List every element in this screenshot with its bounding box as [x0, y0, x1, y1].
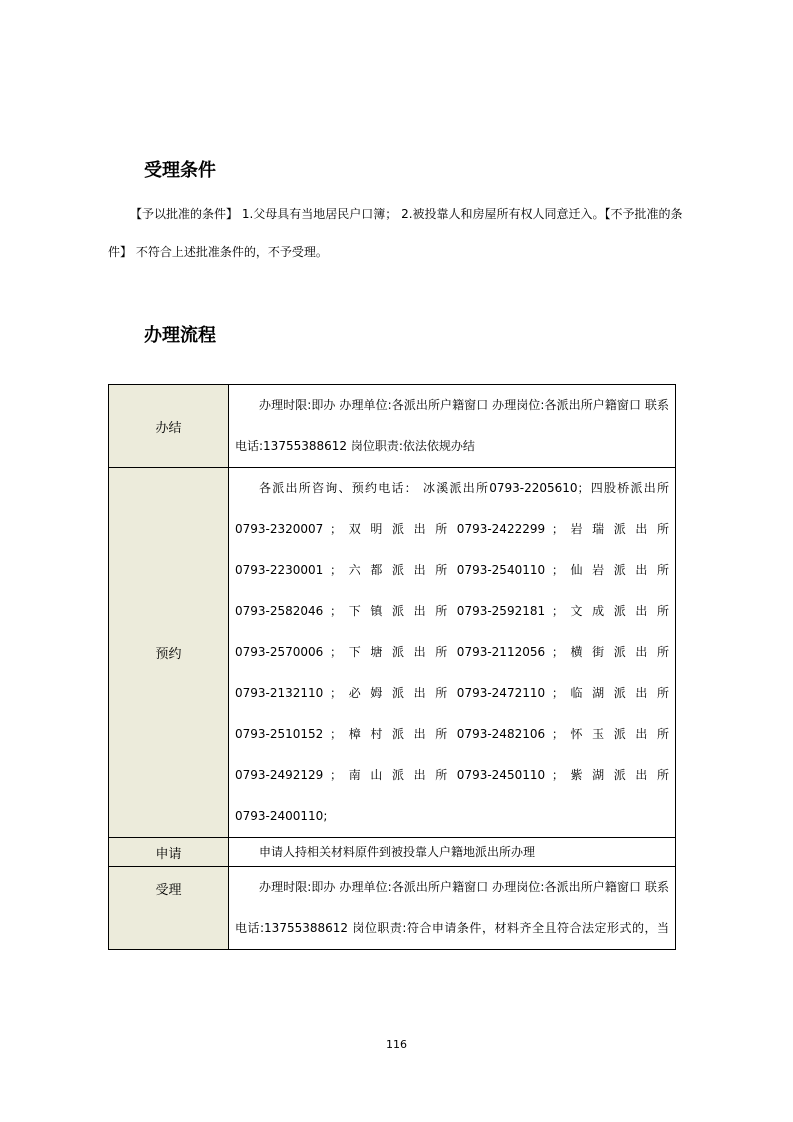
- content-line: 各派出所咨询、预约电话： 冰溪派出所0793-2205610；四股桥派出所: [259, 481, 669, 495]
- content-line: 0793-2400110;: [235, 809, 328, 823]
- content-line: 电话:13755388612 岗位职责:依法依规办结: [235, 439, 475, 453]
- content-line: 0793-2510152 ； 樟 村 派 出 所 0793-2482106 ； 怀 玉 派 出 所: [235, 727, 669, 741]
- content-line: 申请人持相关材料原件到被投靠人户籍地派出所办理: [259, 845, 536, 859]
- content-line: 办理时限:即办 办理单位:各派出所户籍窗口 办理岗位:各派出所户籍窗口 联系: [259, 398, 669, 412]
- process-table: [108, 384, 676, 950]
- section-title-process: 办理流程: [144, 325, 216, 346]
- content-line: 0793-2132110 ； 必 姆 派 出 所 0793-2472110 ； 临 湖 派 出 所: [235, 686, 669, 700]
- row-content-apply: [229, 838, 676, 867]
- table-row: [109, 468, 676, 838]
- conditions-line-2: 件】 不符合上述批准条件的，不予受理。: [108, 245, 328, 259]
- table-row: [109, 385, 676, 468]
- content-line: 电话:13755388612 岗位职责:符合申请条件，材料齐全且符合法定形式的，当: [235, 921, 669, 935]
- row-label-appointment: 预约: [109, 468, 229, 838]
- row-content-appointment: [229, 468, 676, 838]
- content-line: 0793-2492129 ； 南 山 派 出 所 0793-2450110 ； 紫 湖 派 出 所: [235, 768, 669, 782]
- section-title-conditions: 受理条件: [144, 160, 216, 181]
- content-line: 0793-2570006 ； 下 塘 派 出 所 0793-2112056 ； 横 街 派 出 所: [235, 645, 669, 659]
- content-line: 0793-2230001 ； 六 都 派 出 所 0793-2540110 ； 仙 岩 派 出 所: [235, 563, 669, 577]
- row-content-accept: [229, 867, 676, 950]
- row-label-accept: 受理: [109, 867, 229, 950]
- row-label-finish: 办结: [109, 385, 229, 468]
- content-line: 办理时限:即办 办理单位:各派出所户籍窗口 办理岗位:各派出所户籍窗口 联系: [259, 880, 669, 894]
- row-label-apply: 申请: [109, 838, 229, 867]
- content-line: 0793-2582046 ； 下 镇 派 出 所 0793-2592181 ； 文 成 派 出 所: [235, 604, 669, 618]
- page-number: 116: [386, 1038, 407, 1051]
- table-row: [109, 867, 676, 950]
- table-row: [109, 838, 676, 867]
- content-line: 0793-2320007 ； 双 明 派 出 所 0793-2422299 ； 岩 瑞 派 出 所: [235, 522, 669, 536]
- conditions-line-1: 【予以批准的条件】 1.父母具有当地居民户口簿； 2.被投靠人和房屋所有权人同意迁入。【不予批准的条: [130, 207, 683, 221]
- row-content-finish: [229, 385, 676, 468]
